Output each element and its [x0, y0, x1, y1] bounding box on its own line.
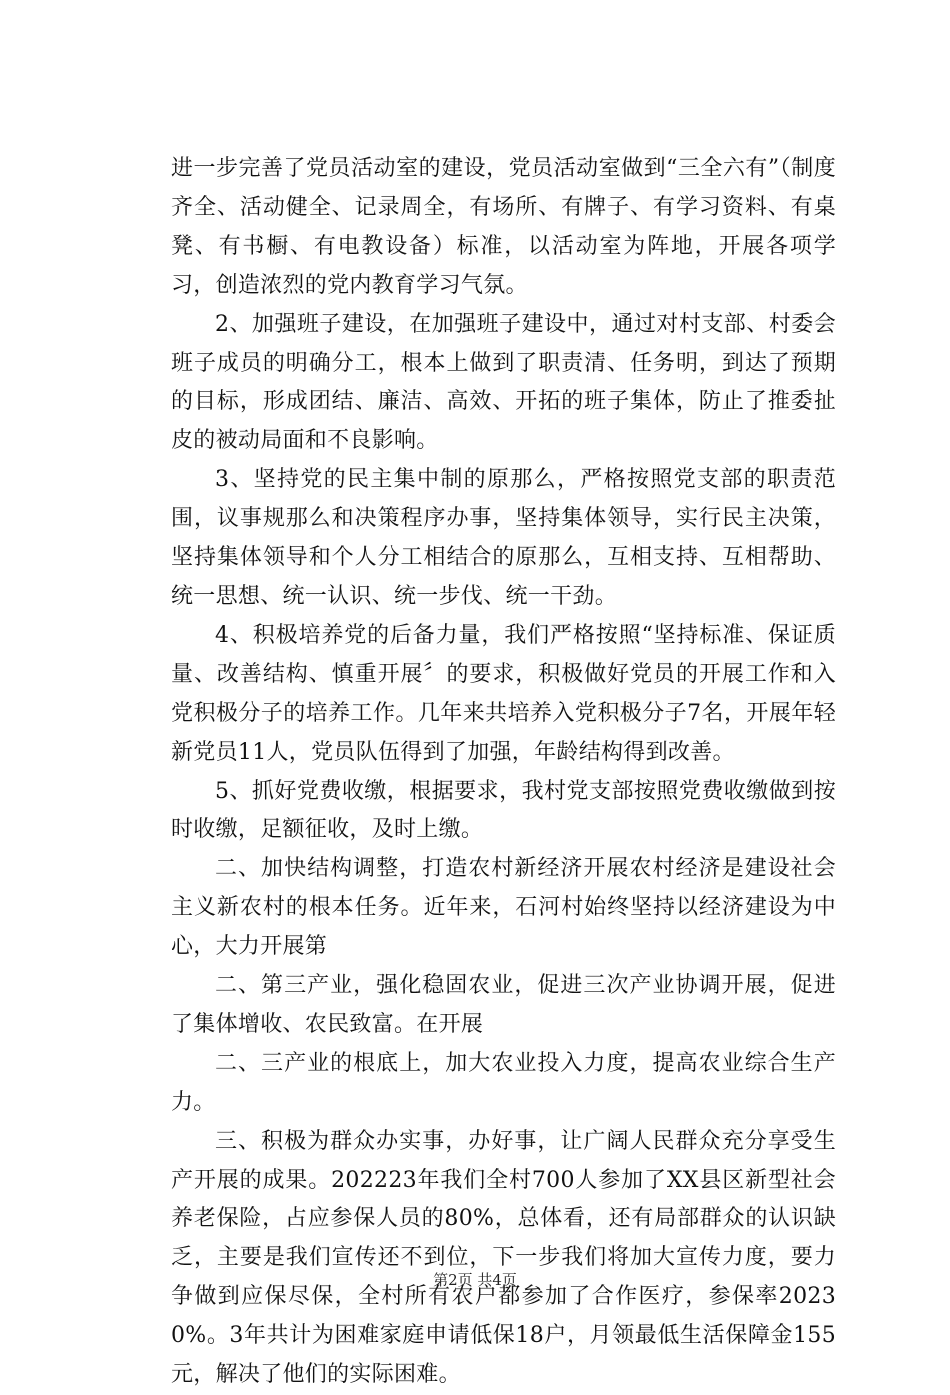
paragraph-agriculture-investment: 二、三产业的根底上，加大农业投入力度，提高农业综合生产力。 [171, 1050, 836, 1115]
paragraph-tertiary-industry: 二、第三产业，强化稳固农业，促进三次产业协调开展，促进了集体增收、农民致富。在开展 [171, 973, 836, 1037]
paragraph-democratic-centralism: 3、坚持党的民主集中制的原那么，严格按照党支部的职责范围，议事规那么和决策程序办事，坚持集体领导，实行民主决策，坚持集体领导和个人分工相结合的原那么，互相支持、互相帮助、统一思想、统一认识、统一步伐、统一干劲。 [171, 467, 836, 609]
paragraph-practical-matters: 三、积极为群众办实事，办好事，让广阔人民群众充分享受生产开展的成果。202223年我们全村700人参加了XX县区新型社会养老保险，占应参保人员的80%，总体看，还有局部群众的认识缺乏，主要是我们宣传还不到位，下一步我们将加大宣传力度，要力争做到应保尽保，全村所有农户都参加了合作医疗，参保率20230%。3年共计为困难家庭申请低保18户，月领最低生活保障金155元，解决了他们的实际困难。 [171, 1128, 836, 1388]
paragraph-structural-adjustment: 二、加快结构调整，打造农村新经济开展农村经济是建设社会主义新农村的根本任务。近年来，石河村始终坚持以经济建设为中心，大力开展第 [171, 856, 836, 960]
paragraph-reserve-forces: 4、积极培养党的后备力量，我们严格按照“坚持标准、保证质量、改善结构、慎重开展〞的要求，积极做好党员的开展工作和入党积极分子的培养工作。几年来共培养入党积极分子7名，开展年轻新党员11人，党员队伍得到了加强，年龄结构得到改善。 [171, 622, 836, 765]
paragraph-party-dues: 5、抓好党费收缴，根据要求，我村党支部按照党费收缴做到按时收缴，足额征收，及时上缴。 [171, 778, 836, 843]
paragraph-team-building: 2、加强班子建设，在加强班子建设中，通过对村支部、村委会班子成员的明确分工，根本上做到了职责清、任务明，到达了预期的目标，形成团结、廉洁、高效、开拓的班子集体，防止了推委扯皮的被动局面和不良影响。 [171, 311, 836, 454]
paragraph-party-activity-room: 进一步完善了党员活动室的建设，党员活动室做到“三全六有”（制度齐全、活动健全、记录周全，有场所、有牌子、有学习资料、有桌凳、有书橱、有电教设备）标准，以活动室为阵地，开展各项学习，创造浓烈的党内教育学习气氛。 [171, 156, 836, 298]
page-number-footer: 第2页 共4页 [433, 1271, 517, 1289]
document-body [171, 150, 836, 1395]
